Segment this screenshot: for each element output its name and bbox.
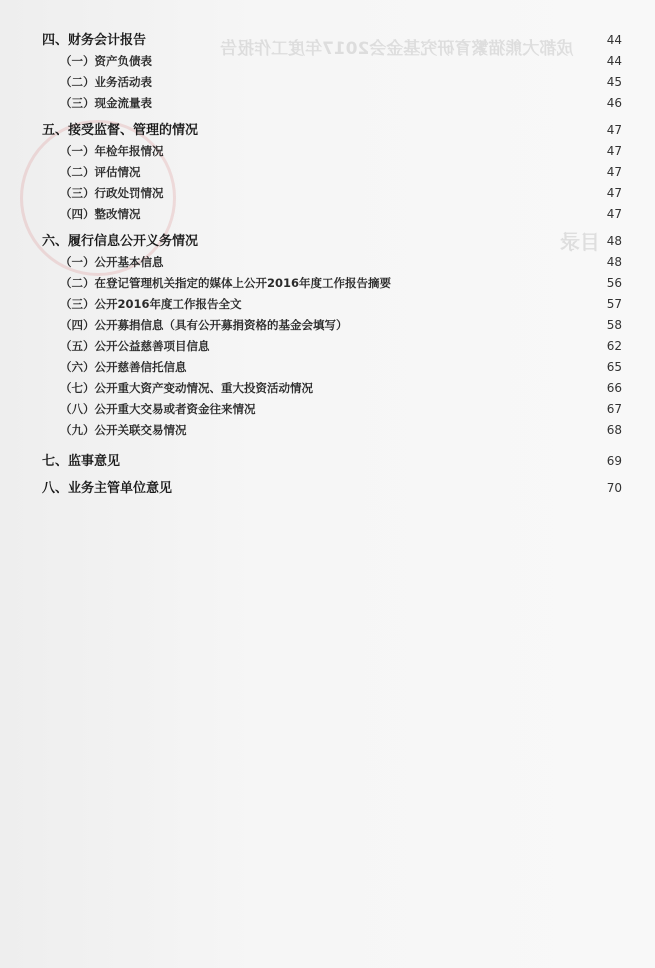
toc-subsection-row[interactable] (42, 336, 622, 357)
toc-section-row[interactable] (42, 30, 622, 51)
toc-subsection-row[interactable] (42, 420, 622, 441)
spacer (42, 441, 622, 451)
toc-subsection-title: （一）年检年报情况 (60, 144, 164, 158)
toc-page-number: 56 (606, 276, 622, 290)
toc-section-row[interactable] (42, 231, 622, 252)
toc-page-number: 47 (606, 207, 622, 221)
toc-subsection-row[interactable] (42, 72, 622, 93)
toc-page-number: 48 (606, 255, 622, 269)
toc-subsection-title: （四）整改情况 (60, 207, 141, 221)
toc-subsection-title: （九）公开关联交易情况 (60, 423, 187, 437)
toc-section-title: 八、业务主管单位意见 (42, 481, 173, 496)
toc-page-number: 67 (606, 402, 622, 416)
toc-subsection-row[interactable] (42, 51, 622, 72)
toc-page-number: 46 (606, 96, 622, 110)
toc-page-number: 44 (606, 54, 622, 68)
toc-page-number: 47 (606, 123, 622, 137)
toc-subsection-title: （三）行政处罚情况 (60, 186, 164, 200)
toc-page-number: 57 (606, 297, 622, 311)
toc-subsection-title: （四）公开募捐信息（具有公开募捐资格的基金会填写） (60, 318, 348, 332)
toc-subsection-title: （七）公开重大资产变动情况、重大投资活动情况 (60, 381, 313, 395)
toc-page-number: 66 (606, 381, 622, 395)
toc-page-number: 44 (606, 33, 622, 47)
toc-subsection-row[interactable] (42, 141, 622, 162)
toc-section-row[interactable] (42, 120, 622, 141)
toc-page-number: 65 (606, 360, 622, 374)
toc-section-row[interactable] (42, 451, 622, 472)
toc-subsection-title: （二）评估情况 (60, 165, 141, 179)
toc-page-number: 45 (606, 75, 622, 89)
toc-subsection-row[interactable] (42, 93, 622, 114)
toc-page-number: 68 (606, 423, 622, 437)
toc-subsection-title: （一）资产负债表 (60, 54, 152, 68)
toc-subsection-row[interactable] (42, 399, 622, 420)
toc-section-title: 六、履行信息公开义务情况 (42, 234, 199, 249)
bleed-header: 成都大熊猫繁育研究基金会2017年度工作报告 (220, 39, 574, 59)
toc-subsection-title: （三）现金流量表 (60, 96, 152, 110)
toc-subsection-row[interactable] (42, 252, 622, 273)
toc-subsection-title: （八）公开重大交易或者资金往来情况 (60, 402, 256, 416)
toc-subsection-row[interactable] (42, 183, 622, 204)
toc-subsection-row[interactable] (42, 357, 622, 378)
table-of-contents (42, 30, 622, 499)
toc-page-number: 58 (606, 318, 622, 332)
toc-section-title: 四、财务会计报告 (42, 33, 147, 48)
toc-subsection-row[interactable] (42, 315, 622, 336)
toc-page-number: 48 (606, 234, 622, 248)
toc-subsection-row[interactable] (42, 294, 622, 315)
toc-subsection-title: （二）在登记管理机关指定的媒体上公开2016年度工作报告摘要 (60, 276, 392, 290)
bleed-heading: 目录 (560, 230, 600, 254)
toc-subsection-row[interactable] (42, 378, 622, 399)
toc-page-number: 47 (606, 165, 622, 179)
toc-section-row[interactable] (42, 478, 622, 499)
toc-subsection-row[interactable] (42, 273, 622, 294)
toc-page-number: 70 (606, 481, 622, 495)
toc-subsection-title: （一）公开基本信息 (60, 255, 164, 269)
toc-subsection-title: （五）公开公益慈善项目信息 (60, 339, 210, 353)
toc-subsection-row[interactable] (42, 162, 622, 183)
toc-page-number: 69 (606, 454, 622, 468)
toc-section-title: 七、监事意见 (42, 454, 121, 469)
toc-page-number: 47 (606, 186, 622, 200)
toc-section-title: 五、接受监督、管理的情况 (42, 123, 199, 138)
toc-subsection-row[interactable] (42, 204, 622, 225)
toc-page-number: 47 (606, 144, 622, 158)
toc-page-number: 62 (606, 339, 622, 353)
toc-subsection-title: （六）公开慈善信托信息 (60, 360, 187, 374)
toc-subsection-title: （三）公开2016年度工作报告全文 (60, 297, 242, 311)
toc-subsection-title: （二）业务活动表 (60, 75, 152, 89)
